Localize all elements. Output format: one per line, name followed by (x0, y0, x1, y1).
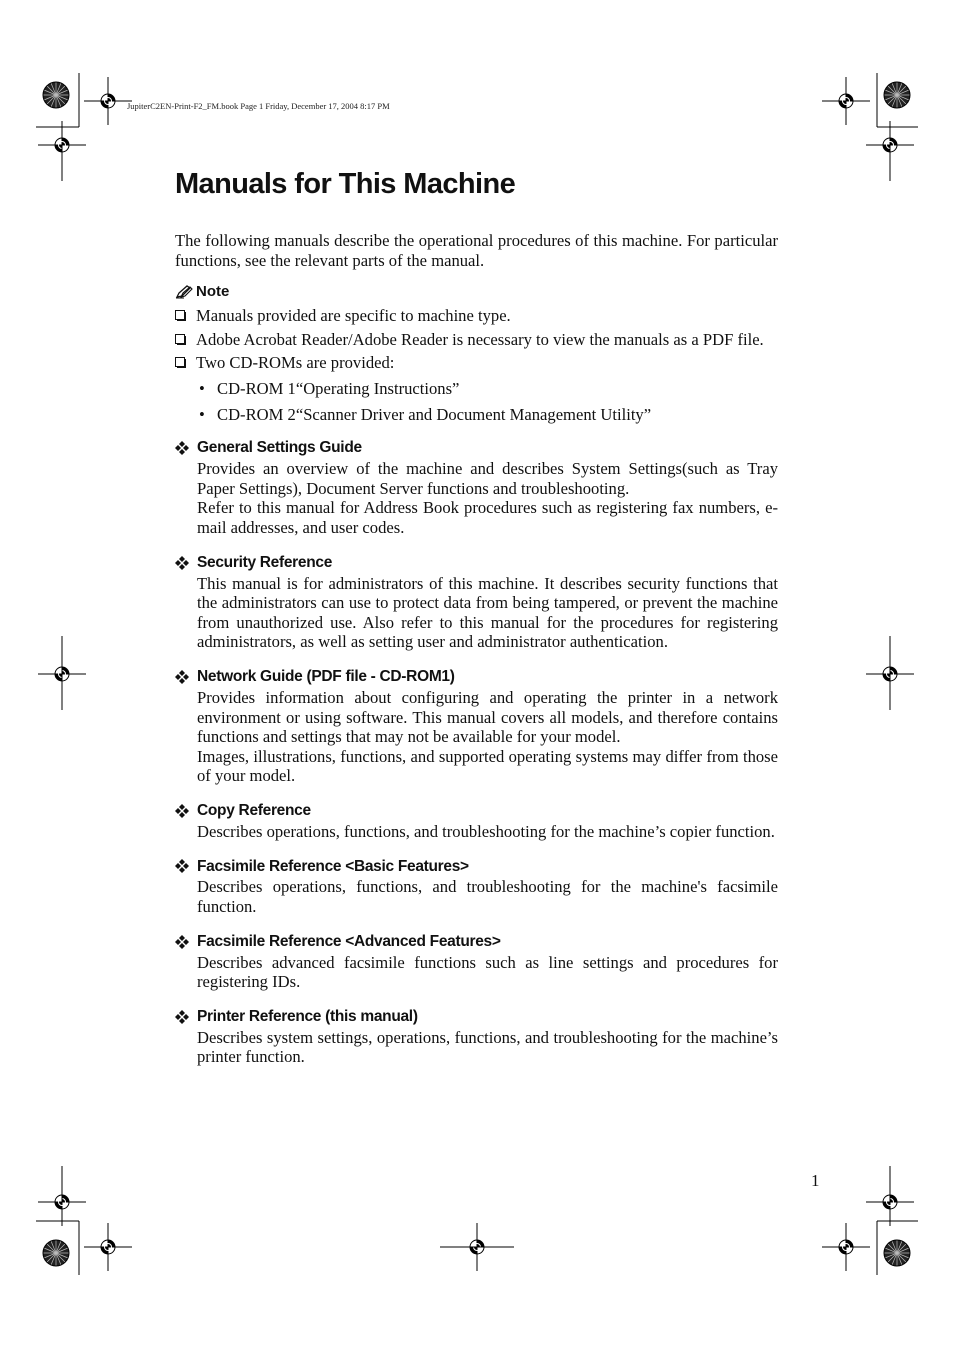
manual-section (175, 667, 778, 786)
manual-section (175, 801, 778, 842)
section-body (175, 574, 778, 652)
section-body (175, 688, 778, 786)
section-body (175, 1028, 778, 1067)
diamond-bullet-icon (175, 804, 189, 818)
section-heading-label: Printer Reference (this manual) (197, 1008, 418, 1026)
starburst-mark-bottom-left (43, 1240, 69, 1266)
section-heading (175, 553, 778, 573)
manual-sections (175, 438, 778, 1067)
note-heading-label: Note (196, 283, 230, 301)
checkbox-bullet-icon (175, 310, 186, 321)
intro-paragraph: The following manuals describe the operational procedures of this machine. For particular functions, see the relevant parts of the manual. (175, 231, 778, 270)
diamond-bullet-icon (175, 441, 189, 455)
section-body (175, 877, 778, 916)
manual-section (175, 856, 778, 916)
section-heading-label: Facsimile Reference <Advanced Features> (197, 932, 501, 950)
diamond-bullet-icon (175, 859, 189, 873)
diamond-bullet-icon (175, 935, 189, 949)
section-heading (175, 667, 778, 687)
note-item-text: Manuals provided are specific to machine type. (196, 306, 511, 326)
manual-section (175, 553, 778, 652)
section-body (175, 459, 778, 537)
note-item-text: Adobe Acrobat Reader/Adobe Reader is necessary to view the manuals as a PDF file. (196, 329, 764, 349)
main-content (175, 231, 778, 1067)
note-heading (175, 282, 778, 302)
section-heading-label: Facsimile Reference <Basic Features> (197, 857, 469, 875)
page-number: 1 (811, 1171, 820, 1190)
cdrom-item-text: CD-ROM 1“Operating Instructions” (217, 378, 460, 398)
section-paragraph: Provides information about configuring and operating the printer in a network environment or using software. This manual covers all models, and therefore contains functions and settings that may not be available for your model. (197, 687, 778, 747)
starburst-mark-top-left (43, 82, 69, 108)
section-body (175, 953, 778, 992)
note-item-text: Two CD-ROMs are provided: (196, 353, 395, 373)
section-paragraph: This manual is for administrators of this machine. It describes security functions that the administrators can use to protect data from being tampered, or prevent the machine from unauthorized use. Also refer to this manual for the procedures for registering administrators, as well as setting user and administrator authentication. (197, 573, 778, 652)
section-paragraph: Describes operations, functions, and troubleshooting for the machine’s copier function. (197, 821, 775, 841)
section-heading (175, 856, 778, 876)
manual-section (175, 1007, 778, 1067)
note-item (175, 330, 778, 350)
page-title: Manuals for This Machine (175, 168, 516, 200)
manual-section (175, 438, 778, 537)
section-heading (175, 932, 778, 952)
section-heading-label: General Settings Guide (197, 439, 362, 457)
section-heading (175, 1007, 778, 1027)
cdrom-list-item (175, 379, 778, 399)
starburst-mark-top-right (884, 82, 910, 108)
section-paragraph: Describes system settings, operations, functions, and troubleshooting for the machine’s printer function. (197, 1027, 778, 1067)
section-paragraph: Describes operations, functions, and troubleshooting for the machine's facsimile function. (197, 877, 778, 917)
section-paragraph: Describes advanced facsimile functions such as line settings and procedures for registering IDs. (197, 952, 778, 992)
diamond-bullet-icon (175, 556, 189, 570)
section-heading (175, 438, 778, 458)
section-heading-label: Network Guide (PDF file - CD-ROM1) (197, 668, 455, 686)
cdrom-list-item (175, 405, 778, 425)
section-paragraph: Provides an overview of the machine and describes System Settings(such as Tray Paper Settings), Document Server functions and troubleshooting. (197, 459, 778, 498)
section-heading-label: Security Reference (197, 553, 333, 571)
print-slug: JupiterC2EN-Print-F2_FM.book Page 1 Friday, December 17, 2004 8:17 PM (127, 101, 390, 111)
pencil-note-icon (175, 285, 193, 299)
bullet-dot-icon: • (199, 378, 205, 398)
bullet-dot-icon: • (199, 404, 205, 424)
note-item (175, 353, 778, 373)
diamond-bullet-icon (175, 1010, 189, 1024)
manual-section (175, 932, 778, 992)
section-paragraph: Refer to this manual for Address Book procedures such as registering fax numbers, e-mail addresses, and user codes. (197, 498, 778, 537)
cdrom-item-text: CD-ROM 2“Scanner Driver and Document Management Utility” (217, 404, 652, 424)
section-heading-label: Copy Reference (197, 802, 311, 820)
section-body (175, 822, 778, 842)
diamond-bullet-icon (175, 670, 189, 684)
note-item (175, 306, 778, 326)
checkbox-bullet-icon (175, 334, 186, 345)
checkbox-bullet-icon (175, 357, 186, 368)
section-heading (175, 801, 778, 821)
section-paragraph: Images, illustrations, functions, and supported operating systems may differ from those of your model. (197, 746, 778, 786)
starburst-mark-bottom-right (884, 1240, 910, 1266)
